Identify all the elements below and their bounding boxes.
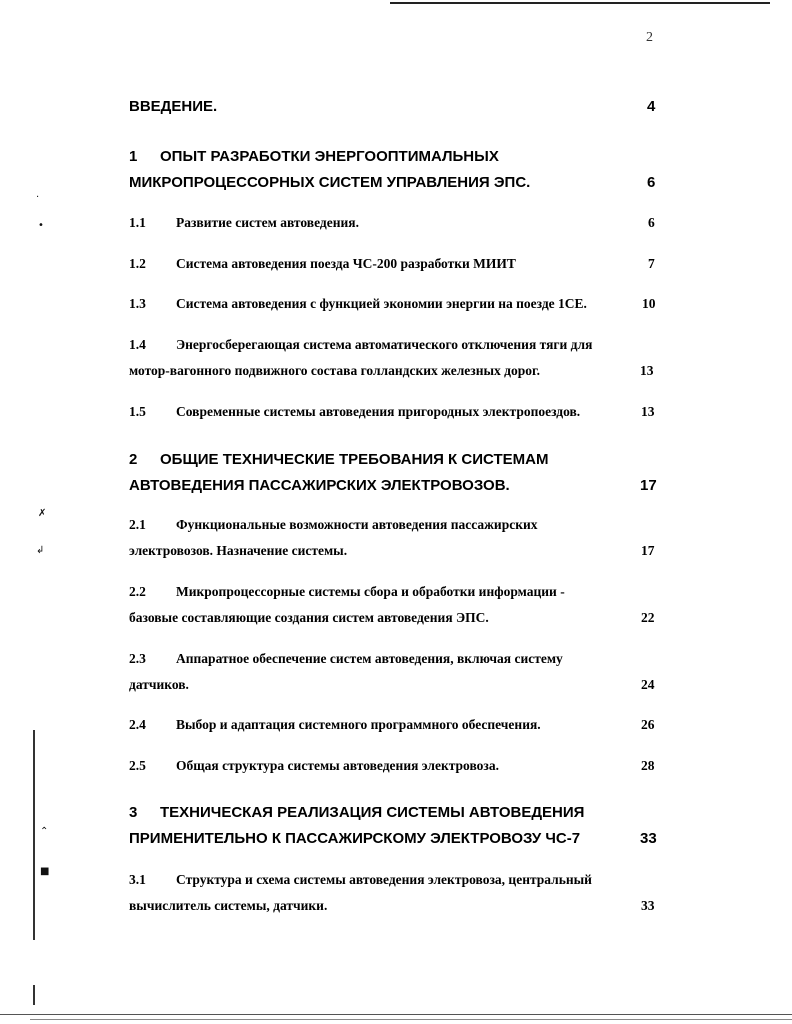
scan-speck: ·: [36, 192, 40, 203]
chapter-title-line1: ТЕХНИЧЕСКАЯ РЕАЛИЗАЦИЯ СИСТЕМЫ АВТОВЕДЕНИЯ: [160, 804, 585, 821]
scan-margin-line-2: [33, 985, 35, 1005]
section-number: 1.4: [129, 337, 146, 352]
toc-page: 4: [647, 98, 656, 115]
chapter-number: 1: [129, 148, 138, 165]
scan-speck: •: [38, 220, 44, 231]
toc-section-2-2-cont: [0, 610, 792, 634]
toc-section-1-1: [0, 215, 792, 239]
toc-page: 17: [641, 543, 655, 558]
chapter-number: 3: [129, 804, 138, 821]
section-title: Энергосберегающая система автоматического отключения тяги для: [176, 337, 593, 352]
toc-page: 13: [640, 363, 654, 378]
section-title: Аппаратное обеспечение систем автоведения, включая систему: [176, 651, 563, 666]
section-number: 1.3: [129, 296, 146, 311]
toc-page: 28: [641, 758, 655, 773]
section-title: Развитие систем автоведения.: [176, 215, 359, 230]
section-title-cont: вычислитель системы, датчики.: [129, 898, 328, 913]
toc-page: 33: [640, 830, 657, 847]
page-number: 2: [646, 30, 653, 45]
chapter-title-line2: МИКРОПРОЦЕССОРНЫХ СИСТЕМ УПРАВЛЕНИЯ ЭПС.: [129, 174, 531, 191]
toc-page: 33: [641, 898, 655, 913]
section-number: 1.2: [129, 256, 146, 271]
scan-speck: ↲: [36, 545, 45, 556]
toc-title: ВВЕДЕНИЕ.: [129, 98, 218, 115]
toc-section-2-3-cont: [0, 677, 792, 701]
toc-chapter-1-cont: [0, 174, 792, 198]
section-title: Общая структура системы автоведения электровоза.: [176, 758, 499, 773]
chapter-title-line2: АВТОВЕДЕНИЯ ПАССАЖИРСКИХ ЭЛЕКТРОВОЗОВ.: [129, 477, 510, 494]
chapter-title-line1: ОБЩИЕ ТЕХНИЧЕСКИЕ ТРЕБОВАНИЯ К СИСТЕМАМ: [160, 451, 549, 468]
chapter-title-line2: ПРИМЕНИТЕЛЬНО К ПАССАЖИРСКОМУ ЭЛЕКТРОВОЗУ ЧС-7: [129, 830, 581, 847]
section-title-cont: базовые составляющие создания систем автоведения ЭПС.: [129, 610, 489, 625]
toc-section-2-2: [0, 584, 792, 608]
section-title-cont: мотор-вагонного подвижного состава голландских железных дорог.: [129, 363, 540, 378]
chapter-number: 2: [129, 451, 138, 468]
section-number: 2.1: [129, 517, 146, 532]
scan-speck: ⌃: [40, 826, 49, 837]
section-title: Функциональные возможности автоведения пассажирских: [176, 517, 538, 532]
toc-page: 24: [641, 677, 655, 692]
toc-section-1-5: [0, 404, 792, 428]
toc-section-2-4: [0, 717, 792, 741]
toc-page: 13: [641, 404, 655, 419]
toc-section-2-5: [0, 758, 792, 782]
toc-entry-intro: [0, 98, 792, 122]
toc-page: 10: [642, 296, 656, 311]
toc-section-2-1-cont: [0, 543, 792, 567]
section-title: Система автоведения с функцией экономии энергии на поезде 1СЕ.: [176, 296, 587, 311]
toc-section-1-3: [0, 296, 792, 320]
toc-page: 17: [640, 477, 657, 494]
section-title-cont: датчиков.: [129, 677, 189, 692]
toc-section-1-4-cont: [0, 363, 792, 387]
scan-speck: ■: [40, 866, 50, 877]
toc-section-2-3: [0, 651, 792, 675]
toc-section-2-1: [0, 517, 792, 541]
toc-section-1-4: [0, 337, 792, 361]
section-number: 2.2: [129, 584, 146, 599]
section-title-cont: электровозов. Назначение системы.: [129, 543, 348, 558]
chapter-title-line1: ОПЫТ РАЗРАБОТКИ ЭНЕРГООПТИМАЛЬНЫХ: [160, 148, 499, 165]
toc-page: 22: [641, 610, 655, 625]
section-number: 2.4: [129, 717, 146, 732]
scan-border-top: [390, 2, 770, 4]
section-title: Современные системы автоведения пригородных электропоездов.: [176, 404, 581, 419]
section-title: Система автоведения поезда ЧС-200 разработки МИИТ: [176, 256, 516, 271]
scan-border-bottom: [0, 1014, 792, 1015]
scan-speck: ✗: [38, 508, 47, 519]
section-title: Структура и схема системы автоведения электровоза, центральный: [176, 872, 592, 887]
toc-page: 6: [647, 174, 656, 191]
toc-chapter-3: [0, 804, 792, 828]
toc-section-3-1: [0, 872, 792, 896]
section-number: 1.5: [129, 404, 146, 419]
section-number: 3.1: [129, 872, 146, 887]
toc-chapter-1: [0, 148, 792, 172]
section-number: 2.5: [129, 758, 146, 773]
section-title: Выбор и адаптация системного программного обеспечения.: [176, 717, 541, 732]
scan-border-bottom-2: [30, 1019, 792, 1020]
toc-section-1-2: [0, 256, 792, 280]
toc-chapter-2: [0, 451, 792, 475]
toc-chapter-3-cont: [0, 830, 792, 854]
toc-page: 6: [648, 215, 655, 230]
toc-page: 26: [641, 717, 655, 732]
section-number: 2.3: [129, 651, 146, 666]
section-number: 1.1: [129, 215, 146, 230]
toc-chapter-2-cont: [0, 477, 792, 501]
toc-section-3-1-cont: [0, 898, 792, 922]
toc-page: 7: [648, 256, 655, 271]
section-title: Микропроцессорные системы сбора и обработки информации -: [176, 584, 565, 599]
